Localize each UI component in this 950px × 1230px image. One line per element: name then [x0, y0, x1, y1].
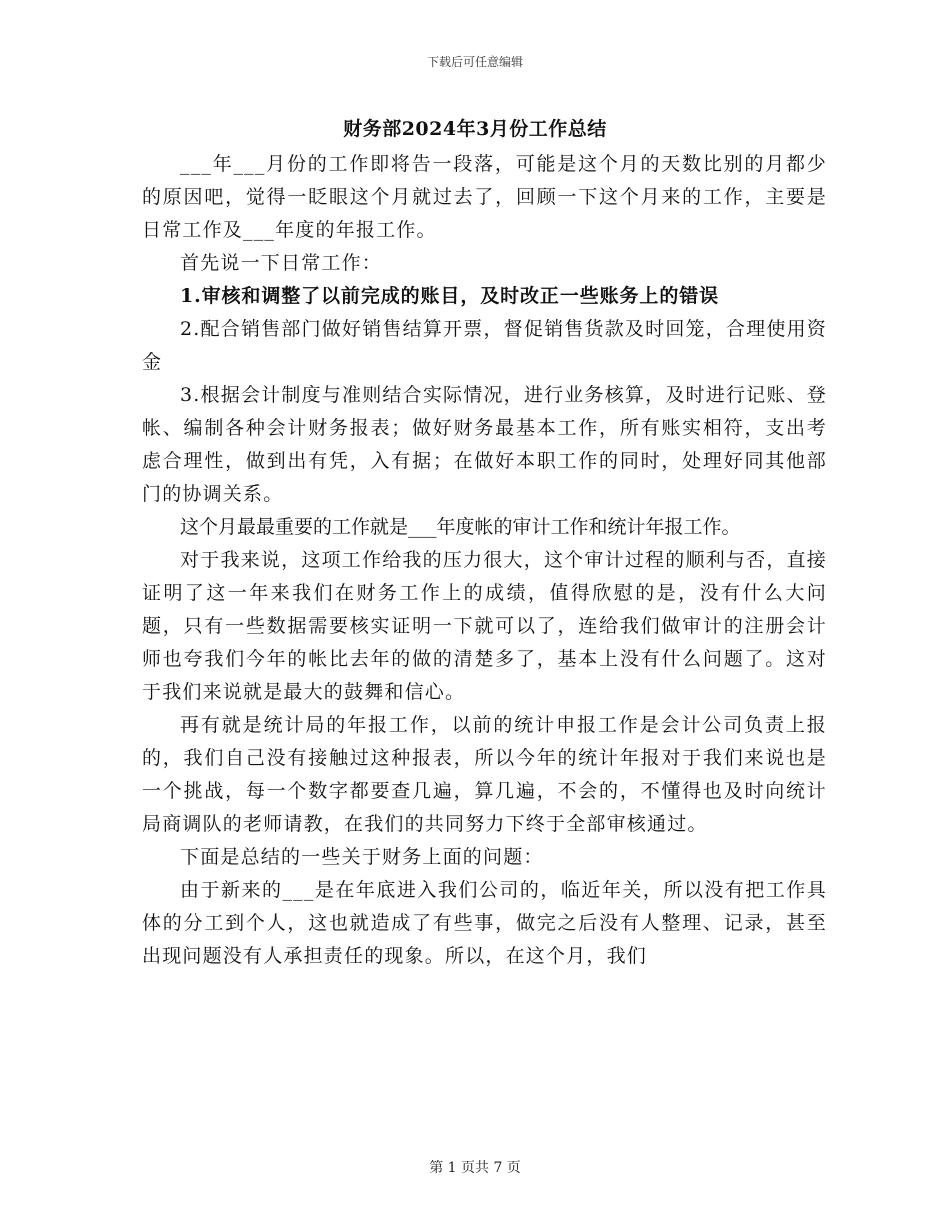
document-body — [142, 148, 827, 973]
paragraph-intro: ___年___月份的工作即将告一段落，可能是这个月的天数比别的月都少的原因吧，觉得一眨眼这个月就过去了，回顾一下这个月来的工作，主要是日常工作及___年度的年报工作。 — [142, 153, 827, 241]
page-header-note: 下载后可任意编辑 — [426, 55, 523, 69]
document-title: 财务部2024年3月份工作总结 — [343, 118, 607, 140]
paragraph-important-work: 这个月最最重要的工作就是___年度帐的审计工作和统计年报工作。 — [180, 516, 741, 538]
paragraph-item-3: 3.根据会计制度与准则结合实际情况，进行业务核算，及时进行记账、登帐、编制各种会计财务报表；做好财务最基本工作，所有账实相符，支出考虑合理性，做到出有凭，入有据；在做好本职工作的同时，处理好同其他部门的协调关系。 — [142, 384, 827, 505]
paragraph-audit: 对于我来说，这项工作给我的压力很大，这个审计过程的顺利与否，直接证明了这一年来我们在财务工作上的成绩，值得欣慰的是，没有什么大问题，只有一些数据需要核实证明一下就可以了，连给我们做审计的注册会计师也夸我们今年的帐比去年的做的清楚多了，基本上没有什么问题了。这对于我们来说就是最大的鼓舞和信心。 — [142, 549, 827, 703]
paragraph-daily-work-heading: 首先说一下日常工作： — [180, 252, 383, 274]
paragraph-statistics-report: 再有就是统计局的年报工作，以前的统计申报工作是会计公司负责上报的，我们自己没有接触过这种报表，所以今年的统计年报对于我们来说也是一个挑战，每一个数字都要查几遍，算几遍，不会的，不懂得也及时向统计局商调队的老师请教，在我们的共同努力下终于全部审核通过。 — [142, 714, 827, 835]
paragraph-new-staff: 由于新来的___是在年底进入我们公司的，临近年关，所以没有把工作具体的分工到个人，这也就造成了有些事，做完之后没有人整理、记录，甚至出现问题没有人承担责任的现象。所以，在这个月，我们 — [142, 879, 827, 967]
paragraph-item-1: 1.审核和调整了以前完成的账目，及时改正一些账务上的错误 — [180, 285, 720, 307]
paragraph-issues-heading: 下面是总结的一些关于财务上面的问题： — [180, 846, 544, 868]
paragraph-item-2: 2.配合销售部门做好销售结算开票，督促销售货款及时回笼，合理使用资金 — [142, 318, 827, 373]
page-footer-pagination: 第 1 页共 7 页 — [429, 1160, 521, 1176]
